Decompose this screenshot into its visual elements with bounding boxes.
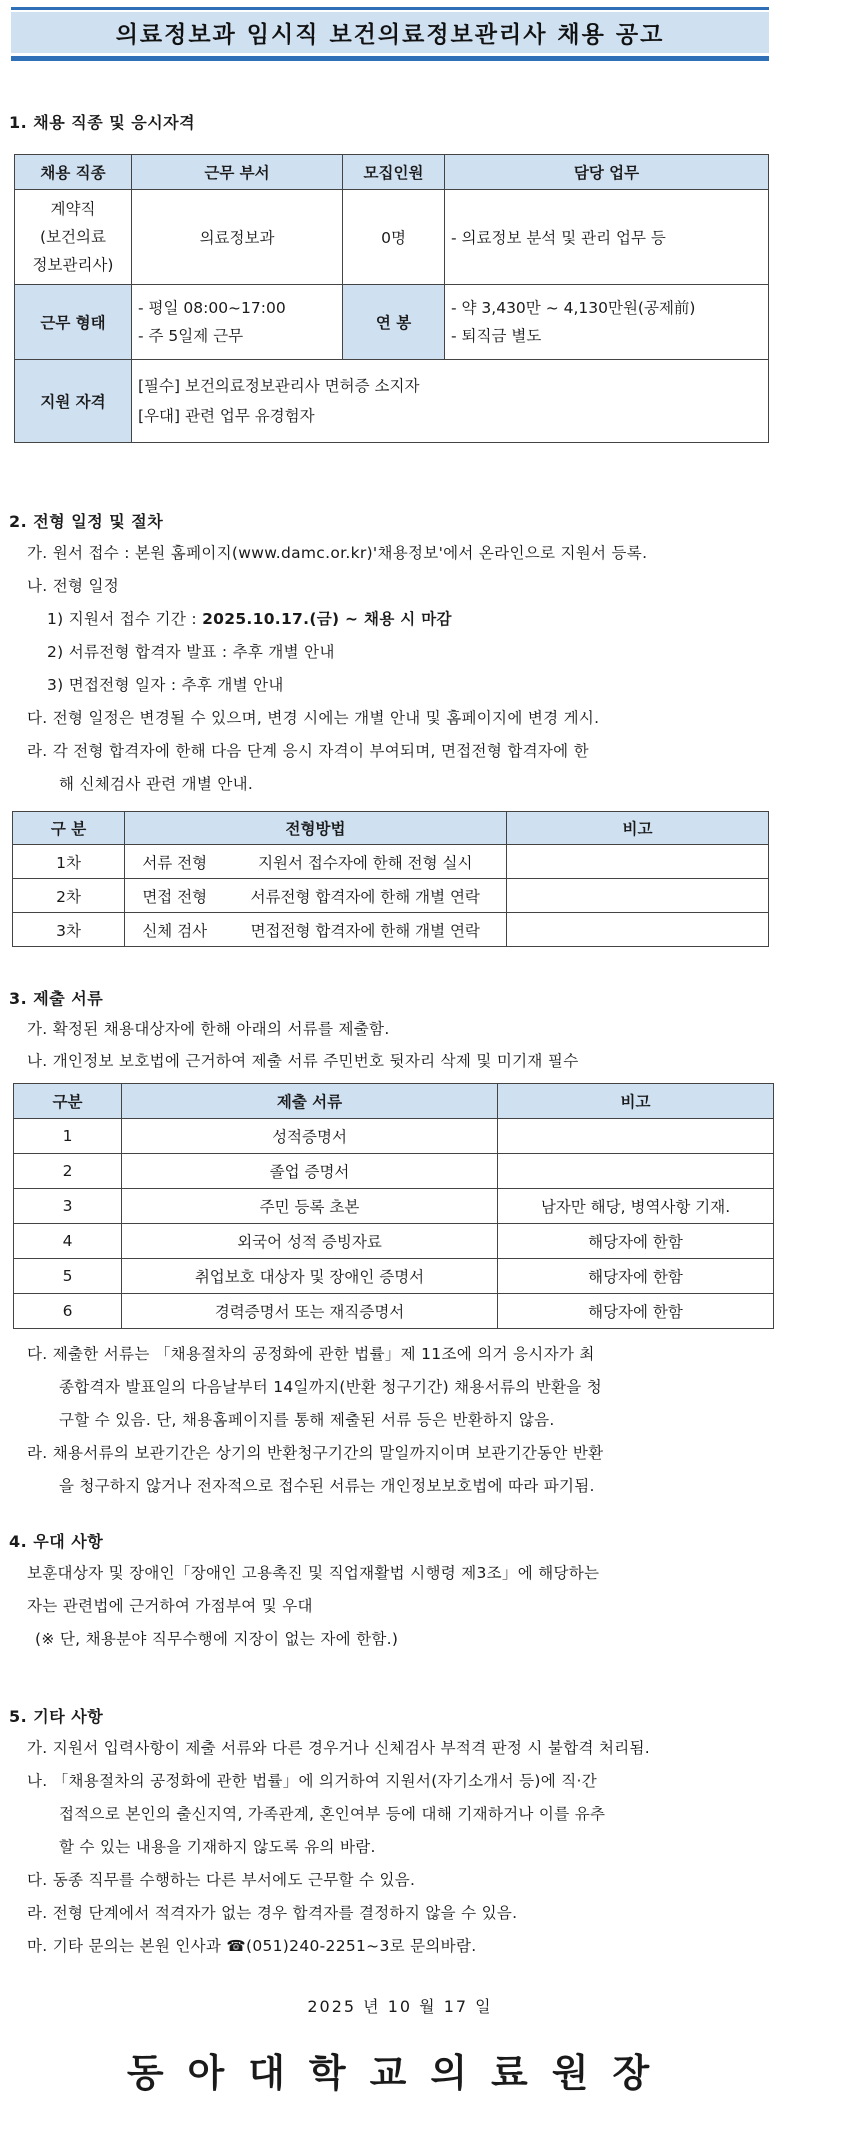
table-row (14, 1119, 774, 1154)
title-top-rule (11, 7, 769, 10)
table-row (13, 879, 769, 913)
s2-item-d-1: 라. 각 전형 합격자에 한해 다음 단계 응시 자격이 부여되며, 면접전형 합격자에 한 (27, 742, 589, 760)
doc-col-no: 구분 (14, 1084, 122, 1119)
s2-item-c: 다. 전형 일정은 변경될 수 있으며, 변경 시에는 개별 안내 및 홈페이지에 변경 게시. (27, 709, 600, 727)
section-1-heading: 1. 채용 직종 및 응시자격 (9, 113, 196, 132)
doc-note: 해당자에 한함 (498, 1224, 774, 1259)
table-row (14, 1224, 774, 1259)
s3-item-b: 나. 개인정보 보호법에 근거하여 제출 서류 주민번호 뒷자리 삭제 및 미기재 필수 (27, 1052, 579, 1070)
s5-item-e: 마. 기타 문의는 본원 인사과 ☎(051)240-2251~3로 문의바람. (27, 1937, 477, 1955)
sel-note (507, 913, 769, 947)
sel-note (507, 879, 769, 913)
selection-table (12, 811, 769, 947)
s5-item-c: 다. 동종 직무를 수행하는 다른 부서에도 근무할 수 있음. (27, 1871, 416, 1889)
sel-note (507, 845, 769, 879)
s3-item-c-3: 구할 수 있음. 단, 채용홈페이지를 통해 제출된 서류 등은 반환하지 않음. (59, 1411, 555, 1429)
sel-desc: 서류전형 합격자에 한해 개별 연락 (225, 879, 507, 913)
doc-note (498, 1154, 774, 1189)
qualification-cell (132, 360, 769, 443)
doc-name: 주민 등록 초본 (122, 1189, 498, 1224)
col-duty-header: 담당 업무 (445, 155, 769, 190)
s2-item-a: 가. 원서 접수 : 본원 홈페이지(www.damc.or.kr)'채용정보'에서 온라인으로 지원서 등록. (27, 544, 648, 562)
doc-note: 해당자에 한함 (498, 1259, 774, 1294)
sel-col-method: 전형방법 (125, 812, 507, 845)
doc-name: 외국어 성적 증빙자료 (122, 1224, 498, 1259)
title-banner (11, 7, 769, 61)
job-line-2: (보건의료 (40, 228, 106, 246)
documents-table (13, 1083, 774, 1329)
section-3-heading: 3. 제출 서류 (9, 989, 104, 1008)
duty-cell: - 의료정보 분석 및 관리 업무 등 (445, 190, 769, 285)
doc-col-doc: 제출 서류 (122, 1084, 498, 1119)
table-row (14, 1294, 774, 1329)
table-row (14, 1259, 774, 1294)
s2-b1-period: 2025.10.17.(금) ~ 채용 시 마감 (202, 610, 452, 628)
job-cell (15, 190, 132, 285)
qualification-label: 지원 자격 (15, 360, 132, 443)
s2-item-b: 나. 전형 일정 (27, 577, 120, 595)
table-row (14, 1154, 774, 1189)
s2-item-d-2: 해 신체검사 관련 개별 안내. (59, 775, 254, 793)
s5-item-a: 가. 지원서 입력사항이 제출 서류와 다른 경우거나 신체검사 부적격 판정 시 불합격 처리됨. (27, 1739, 651, 1757)
dept-cell: 의료정보과 (132, 190, 343, 285)
doc-note: 해당자에 한함 (498, 1294, 774, 1329)
salary-line-2: - 퇴직금 별도 (451, 327, 542, 345)
s5-item-d: 라. 전형 단계에서 적격자가 없는 경우 합격자를 결정하지 않을 수 있음. (27, 1904, 518, 1922)
col-count-header: 모집인원 (343, 155, 445, 190)
sel-type: 서류 전형 (125, 845, 225, 879)
doc-no: 6 (14, 1294, 122, 1329)
title-bottom-rule (11, 56, 769, 61)
recruit-table (14, 154, 769, 443)
s3-item-c-1: 다. 제출한 서류는 「채용절차의 공정화에 관한 법률」제 11조에 의거 응시자가 최 (27, 1345, 595, 1363)
s2-item-b2: 2) 서류전형 합격자 발표 : 추후 개별 안내 (47, 643, 335, 661)
s5-item-b-1: 나. 「채용절차의 공정화에 관한 법률」에 의거하여 지원서(자기소개서 등)에 직·간 (27, 1772, 598, 1790)
page-title: 의료정보과 임시직 보건의료정보관리사 채용 공고 (115, 21, 665, 48)
section-4-heading: 4. 우대 사항 (9, 1532, 104, 1551)
s3-item-d-1: 라. 채용서류의 보관기간은 상기의 반환청구기간의 말일까지이며 보관기간동안 반환 (27, 1444, 604, 1462)
sel-desc: 지원서 접수자에 한해 전형 실시 (225, 845, 507, 879)
doc-no: 1 (14, 1119, 122, 1154)
work-type-cell (132, 285, 343, 360)
job-line-3: 정보관리사) (32, 256, 114, 274)
s4-line-1: 보훈대상자 및 장애인「장애인 고용촉진 및 직업재활법 시행령 제3조」에 해당하는 (27, 1564, 600, 1582)
work-line-1: - 평일 08:00~17:00 (138, 299, 286, 317)
col-dept-header: 근무 부서 (132, 155, 343, 190)
qual-preferred: [우대] 관련 업무 유경험자 (138, 407, 315, 425)
doc-name: 취업보호 대상자 및 장애인 증명서 (122, 1259, 498, 1294)
sel-type: 신체 검사 (125, 913, 225, 947)
sel-type: 면접 전형 (125, 879, 225, 913)
s3-item-c-2: 종합격자 발표일의 다음날부터 14일까지(반환 청구기간) 채용서류의 반환을 청 (59, 1378, 603, 1396)
doc-no: 2 (14, 1154, 122, 1189)
s3-item-a: 가. 확정된 채용대상자에 한해 아래의 서류를 제출함. (27, 1020, 390, 1038)
salary-line-1: - 약 3,430만 ~ 4,130만원(공제前) (451, 299, 696, 317)
s2-item-b1 (47, 607, 452, 629)
sel-col-stage: 구 분 (13, 812, 125, 845)
s4-line-3: (※ 단, 채용분야 직무수행에 지장이 없는 자에 한함.) (35, 1630, 399, 1648)
section-2-heading: 2. 전형 일정 및 절차 (9, 512, 164, 531)
count-cell: 0명 (343, 190, 445, 285)
doc-name: 경력증명서 또는 재직증명서 (122, 1294, 498, 1329)
sel-col-note: 비고 (507, 812, 769, 845)
s4-line-2: 자는 관련법에 근거하여 가점부여 및 우대 (27, 1597, 313, 1615)
sel-stage: 1차 (13, 845, 125, 879)
sel-stage: 3차 (13, 913, 125, 947)
salary-cell (445, 285, 769, 360)
table-row (13, 845, 769, 879)
sel-stage: 2차 (13, 879, 125, 913)
doc-no: 5 (14, 1259, 122, 1294)
doc-no: 3 (14, 1189, 122, 1224)
s5-item-b-2: 접적으로 본인의 출신지역, 가족관계, 혼인여부 등에 대해 기재하거나 이를 유추 (59, 1805, 606, 1823)
table-row (14, 1189, 774, 1224)
salary-label: 연 봉 (343, 285, 445, 360)
section-5-heading: 5. 기타 사항 (9, 1707, 104, 1726)
doc-no: 4 (14, 1224, 122, 1259)
issuer-name: 동아대학교의료원장 (126, 2050, 674, 2095)
work-line-2: - 주 5일제 근무 (138, 327, 244, 345)
qual-required: [필수] 보건의료정보관리사 면허증 소지자 (138, 377, 420, 395)
doc-name: 성적증명서 (122, 1119, 498, 1154)
doc-col-note: 비고 (498, 1084, 774, 1119)
s5-item-b-3: 할 수 있는 내용을 기재하지 않도록 유의 바람. (59, 1838, 376, 1856)
s3-item-d-2: 을 청구하지 않거나 전자적으로 접수된 서류는 개인정보보호법에 따라 파기됨. (59, 1477, 595, 1495)
posting-date: 2025 년 10 월 17 일 (307, 1997, 493, 2016)
job-line-1: 계약직 (50, 200, 96, 218)
s2-b1-prefix: 1) 지원서 접수 기간 : (47, 610, 203, 628)
title-box (11, 12, 769, 53)
sel-desc: 면접전형 합격자에 한해 개별 연락 (225, 913, 507, 947)
table-row (13, 913, 769, 947)
work-type-label: 근무 형태 (15, 285, 132, 360)
s2-item-b3: 3) 면접전형 일자 : 추후 개별 안내 (47, 676, 284, 694)
doc-name: 졸업 증명서 (122, 1154, 498, 1189)
doc-note: 남자만 해당, 병역사항 기재. (498, 1189, 774, 1224)
doc-note (498, 1119, 774, 1154)
col-job-header: 채용 직종 (15, 155, 132, 190)
